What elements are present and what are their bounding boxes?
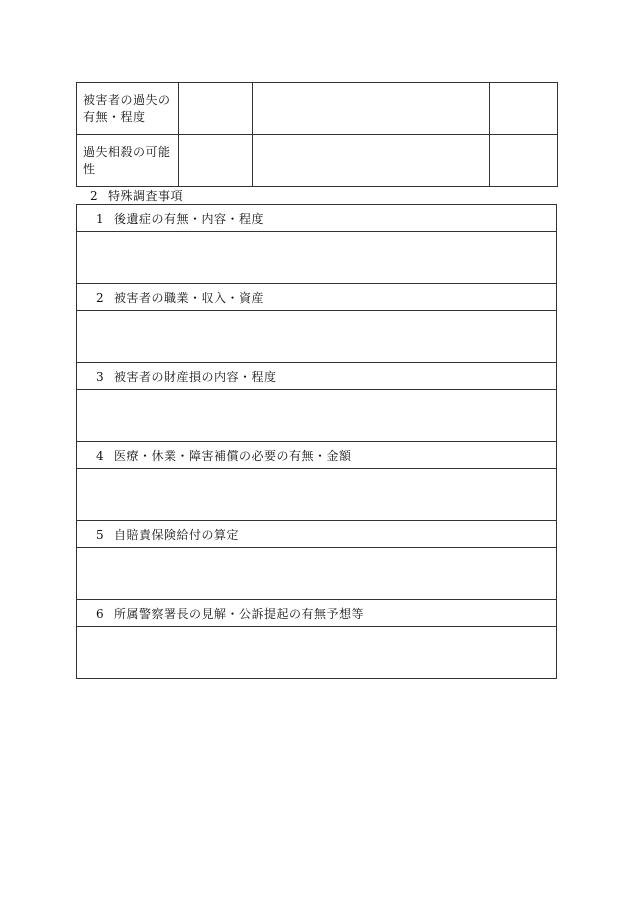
- item-header-row: [77, 205, 557, 232]
- cell-input[interactable]: [179, 83, 253, 135]
- item-number: 6: [96, 606, 105, 621]
- item-header: [77, 205, 557, 232]
- cell-input[interactable]: [253, 135, 490, 187]
- cell-input[interactable]: [490, 135, 558, 187]
- table-row: [77, 83, 558, 135]
- item-body-row: [77, 390, 557, 442]
- item-header-row: [77, 284, 557, 311]
- item-header-row: [77, 600, 557, 627]
- item-content-field[interactable]: [77, 548, 557, 600]
- section-title: 特殊調査事項: [108, 189, 184, 203]
- negligence-table: [76, 82, 558, 187]
- item-title: 自賠責保険給付の算定: [114, 527, 240, 542]
- special-items-table: [76, 204, 557, 679]
- item-number: 1: [96, 211, 105, 226]
- item-content-field[interactable]: [77, 232, 557, 284]
- item-content-field[interactable]: [77, 311, 557, 363]
- item-header: [77, 284, 557, 311]
- item-title: 被害者の職業・収入・資産: [114, 290, 265, 305]
- item-header-row: [77, 442, 557, 469]
- item-header: [77, 521, 557, 548]
- item-body-row: [77, 627, 557, 679]
- item-header-row: [77, 363, 557, 390]
- item-number: 3: [96, 369, 105, 384]
- item-body-row: [77, 232, 557, 284]
- item-content-field[interactable]: [77, 627, 557, 679]
- cell-input[interactable]: [490, 83, 558, 135]
- item-number: 2: [96, 290, 105, 305]
- item-title: 後遺症の有無・内容・程度: [114, 211, 265, 226]
- cell-input[interactable]: [179, 135, 253, 187]
- item-header-row: [77, 521, 557, 548]
- item-number: 4: [96, 448, 105, 463]
- item-body-row: [77, 548, 557, 600]
- item-header: [77, 442, 557, 469]
- row-label-victim-negligence: 被害者の過失の有無・程度: [77, 83, 179, 135]
- item-header: [77, 363, 557, 390]
- item-title: 被害者の財産損の内容・程度: [114, 369, 277, 384]
- item-title: 医療・休業・障害補償の必要の有無・金額: [114, 448, 352, 463]
- item-content-field[interactable]: [77, 390, 557, 442]
- table-row: [77, 135, 558, 187]
- item-header: [77, 600, 557, 627]
- item-body-row: [77, 469, 557, 521]
- row-label-comparative-negligence: 過失相殺の可能性: [77, 135, 179, 187]
- item-number: 5: [96, 527, 105, 542]
- item-body-row: [77, 311, 557, 363]
- section-number: 2: [90, 189, 99, 203]
- cell-input[interactable]: [253, 83, 490, 135]
- item-title: 所属警察署長の見解・公訴提起の有無予想等: [114, 606, 365, 621]
- item-content-field[interactable]: [77, 469, 557, 521]
- section-heading: [90, 187, 183, 204]
